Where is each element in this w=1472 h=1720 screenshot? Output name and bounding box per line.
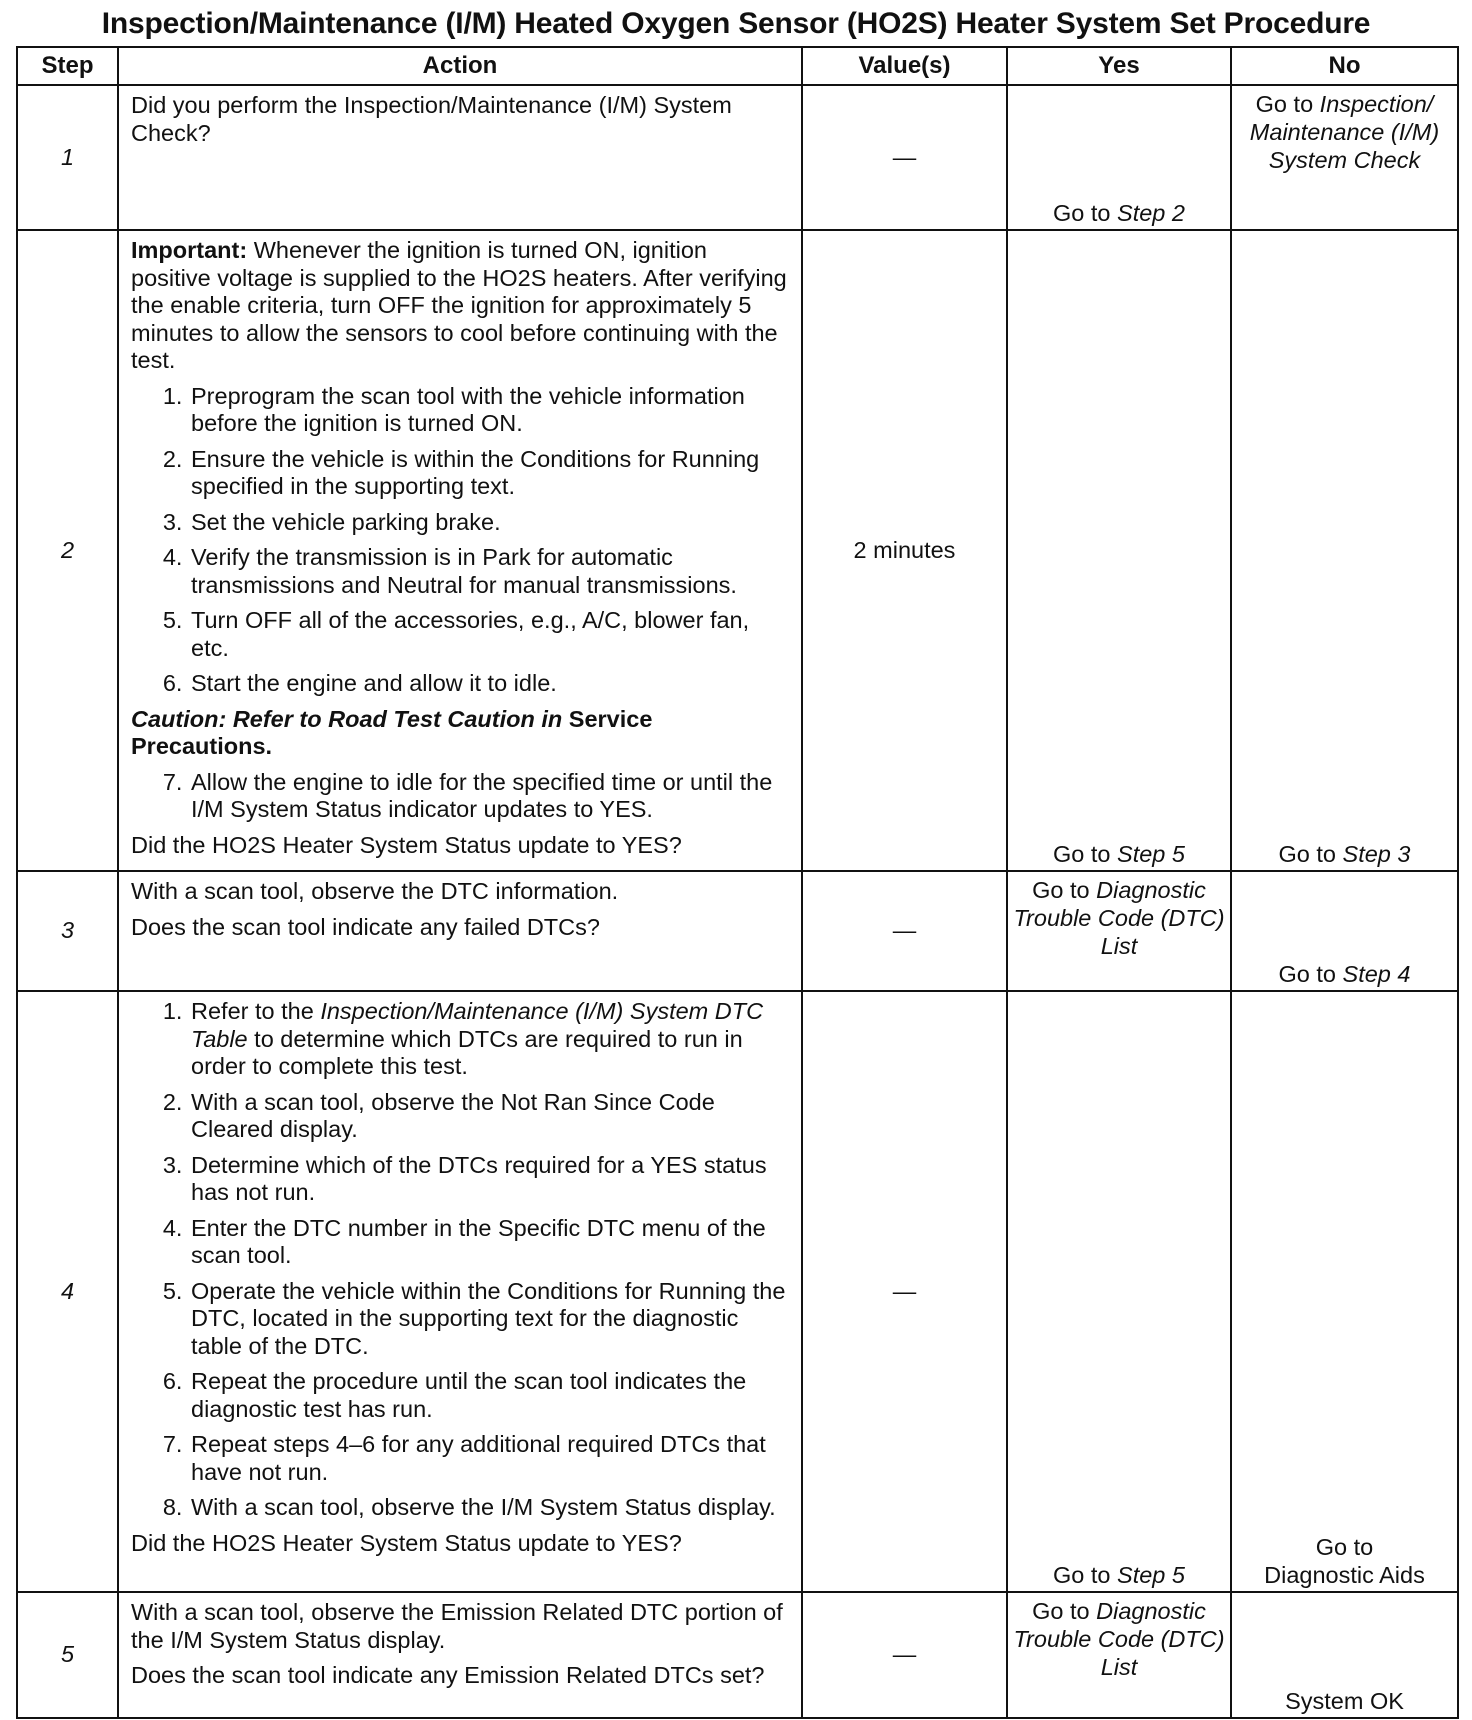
no-link[interactable] (1232, 960, 1457, 988)
yes-cell (1007, 1592, 1231, 1718)
important-note (131, 237, 789, 375)
yes-link[interactable] (1008, 199, 1230, 227)
yes-cell (1007, 991, 1231, 1592)
yes-ref: Diagnostic Trouble Code (DTC) List (1013, 877, 1225, 959)
action-text: With a scan tool, observe the DTC information. (131, 878, 619, 904)
header-row (17, 47, 1458, 85)
action-cell (118, 871, 802, 991)
no-link[interactable] (1232, 86, 1457, 174)
yes-cell (1007, 85, 1231, 230)
yes-prefix: Go to (1032, 1598, 1097, 1624)
header-no: No (1231, 47, 1458, 85)
no-ref: Step 4 (1342, 961, 1411, 987)
no-link[interactable] (1232, 840, 1457, 868)
yes-ref: Diagnostic Trouble Code (DTC) List (1013, 1598, 1225, 1680)
no-cell (1231, 991, 1458, 1592)
action-cell (118, 991, 802, 1592)
list-item: 4. Verify the transmission is in Park for automatic transmissions and Neutral for manual transmissions. (189, 544, 789, 599)
list-item: 3. Determine which of the DTCs required for a YES status has not run. (189, 1152, 789, 1207)
important-text: Whenever the ignition is turned ON, ignition positive voltage is supplied to the HO2S heaters. After verifying the enable criteria, turn OFF the ignition for approximately 5 minutes to allow the sensors to cool before continuing with the test. (131, 237, 787, 373)
list-item (189, 998, 789, 1081)
yes-cell (1007, 871, 1231, 991)
question-text: Did the HO2S Heater System Status update to YES? (131, 1529, 682, 1556)
value-cell: — (802, 991, 1007, 1592)
yes-link[interactable] (1008, 840, 1230, 868)
step-number: 2 (17, 230, 118, 871)
value-cell: 2 minutes (802, 230, 1007, 871)
yes-ref: Step 5 (1117, 1562, 1185, 1588)
table-row-step-2 (17, 230, 1458, 871)
yes-link[interactable] (1008, 1593, 1230, 1681)
no-prefix: Go to (1255, 91, 1320, 117)
no-cell (1231, 1592, 1458, 1718)
dtc-table-ref[interactable]: Inspection/Maintenance (I/M) System DTC Table (191, 998, 764, 1052)
yes-prefix: Go to (1032, 877, 1097, 903)
list-item: 4. Enter the DTC number in the Specific DTC menu of the scan tool. (189, 1215, 789, 1270)
question-text: Does the scan tool indicate any Emission Related DTCs set? (131, 1662, 765, 1688)
step-number: 4 (17, 991, 118, 1592)
list-item: 7. Allow the engine to idle for the specified time or until the I/M System Status indicator updates to YES. (189, 769, 789, 824)
step-number: 5 (17, 1592, 118, 1718)
header-action: Action (118, 47, 802, 85)
question-text: Did the HO2S Heater System Status update to YES? (131, 831, 682, 858)
yes-prefix: Go to (1053, 200, 1118, 226)
list-item: 2. With a scan tool, observe the Not Ran Since Code Cleared display. (189, 1089, 789, 1144)
no-ref: Inspection/ Maintenance (I/M) System Check (1249, 91, 1440, 173)
step1-text-rest: to determine which DTCs are required to run in order to complete this test. (191, 1025, 743, 1079)
no-cell (1231, 85, 1458, 230)
caution-note (131, 706, 789, 761)
list-item: 3. Set the vehicle parking brake. (189, 509, 789, 537)
list-item: 2. Ensure the vehicle is within the Conditions for Running specified in the supporting text. (189, 446, 789, 501)
procedure-steps-a (131, 383, 789, 698)
question-text: Did you perform the Inspection/Maintenance (I/M) System Check? (131, 92, 732, 146)
no-ref: Step 3 (1342, 841, 1411, 867)
action-cell (118, 230, 802, 871)
yes-link[interactable] (1008, 872, 1230, 960)
system-ok-text: System OK (1285, 1688, 1404, 1714)
list-item: 6. Start the engine and allow it to idle. (189, 670, 789, 698)
list-item: 1. Preprogram the scan tool with the vehicle information before the ignition is turned ON. (189, 383, 789, 438)
yes-ref: Step 5 (1117, 841, 1185, 867)
table-row-step-3 (17, 871, 1458, 991)
header-yes: Yes (1007, 47, 1231, 85)
step1-text: Refer to the (191, 998, 321, 1024)
no-prefix: Go to (1278, 961, 1343, 987)
page-title: Inspection/Maintenance (I/M) Heated Oxygen Sensor (HO2S) Heater System Set Procedure (101, 7, 1371, 40)
yes-link[interactable] (1008, 1561, 1230, 1589)
procedure-steps (131, 998, 789, 1522)
no-cell (1231, 230, 1458, 871)
value-cell: — (802, 1592, 1007, 1718)
list-item: 7. Repeat steps 4–6 for any additional required DTCs that have not run. (189, 1431, 789, 1486)
question-text: Does the scan tool indicate any failed DTCs? (131, 913, 600, 940)
table-row-step-5 (17, 1592, 1458, 1718)
header-step: Step (17, 47, 118, 85)
table-row-step-4 (17, 991, 1458, 1592)
list-item: 5. Operate the vehicle within the Conditions for Running the DTC, located in the supporting text for the diagnostic table of the DTC. (189, 1278, 789, 1361)
no-prefix: Go to (1278, 841, 1343, 867)
value-cell: — (802, 85, 1007, 230)
yes-ref: Step 2 (1117, 200, 1185, 226)
step-number: 1 (17, 85, 118, 230)
no-link[interactable]: Go to Diagnostic Aids (1264, 1534, 1425, 1588)
yes-cell (1007, 230, 1231, 871)
yes-prefix: Go to (1053, 841, 1118, 867)
list-item: 6. Repeat the procedure until the scan tool indicates the diagnostic test has run. (189, 1368, 789, 1423)
caution-ref[interactable]: Service Precautions. (131, 705, 653, 759)
caution-italic: Caution: Refer to Road Test Caution in (131, 705, 563, 732)
action-cell (118, 85, 802, 230)
list-item: 8. With a scan tool, observe the I/M System Status display. (189, 1494, 789, 1522)
header-values: Value(s) (802, 47, 1007, 85)
procedure-steps-b (131, 769, 789, 824)
yes-prefix: Go to (1053, 1562, 1118, 1588)
procedure-table (16, 46, 1459, 1719)
no-cell (1231, 871, 1458, 991)
step-number: 3 (17, 871, 118, 991)
list-item: 5. Turn OFF all of the accessories, e.g., A/C, blower fan, etc. (189, 607, 789, 662)
table-row-step-1 (17, 85, 1458, 230)
action-text: With a scan tool, observe the Emission Related DTC portion of the I/M System Status display. (131, 1599, 783, 1653)
value-cell: — (802, 871, 1007, 991)
action-cell (118, 1592, 802, 1718)
important-label: Important: (131, 237, 248, 263)
